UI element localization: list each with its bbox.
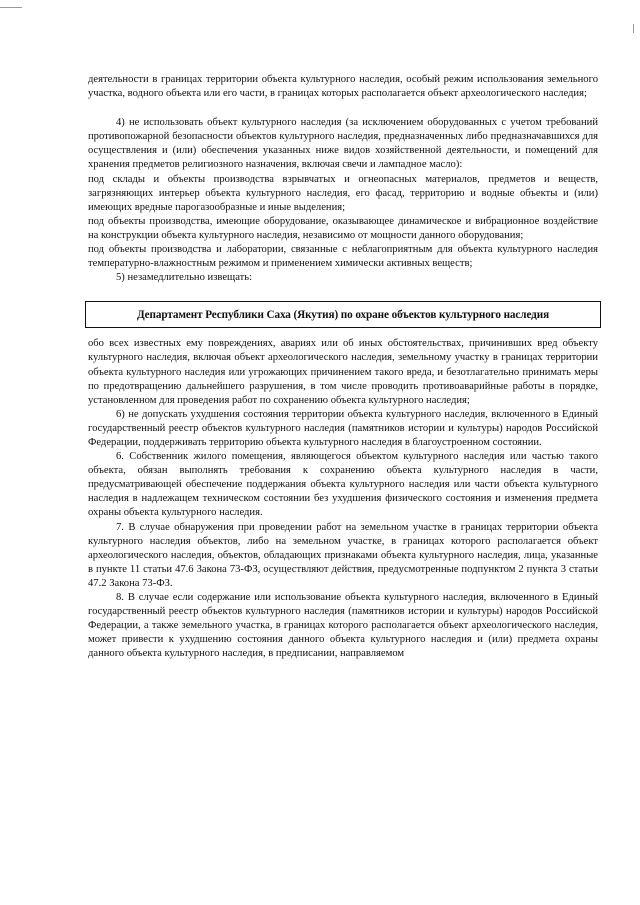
paragraph: 6) не допускать ухудшения состояния территории объекта культурного наследия, включенного в Единый государственный реестр объектов культурного наследия (памятников истории и культуры) народов Российской Федерации, поддерживать территорию объекта культурного наследия в благоустроенном состоянии. <box>88 408 598 448</box>
list-item-4-line: под объекты производства и лаборатории, связанные с неблагоприятным для объекта культурного наследия температурно-влажностным режимом и применением химически активных веществ; <box>88 244 598 270</box>
paragraph: 8. В случае если содержание или использование объекта культурного наследия, включенного в Единый государственный реестр объектов культурного наследия (памятников истории и культуры) народов Российской Федерации, а также земельного участка, в границах которого располагается объект археологического наследия, может привести к ухудшению состояния данного объекта культурного наследия и (или) предмета охраны данного объекта культурного наследия, в предписании, направляемом <box>88 592 598 660</box>
list-item-4-line: под объекты производства, имеющие оборудование, оказывающее динамическое и вибрационное воздействие на конструкции объекта культурного наследия, независимо от мощности данного оборудования; <box>88 215 598 241</box>
department-banner: Департамент Республики Саха (Якутия) по охране объектов культурного наследия <box>85 301 601 328</box>
paragraph: 7. В случае обнаружения при проведении работ на земельном участке в границах территории объекта культурного наследия объектов, либо на земельном участке, в границах которого располагается объект археологического наследия, объектов, обладающих признаками объекта культурного наследия, лица, указанные в пункте 11 статьи 47.6 Закона 73-ФЗ, осуществляют действия, предусмотренные подпунктом 2 пункта 3 статьи 47.2 Закона 73-ФЗ. <box>88 521 598 589</box>
list-item-4: 4) не использовать объект культурного наследия (за исключением оборудованных с учетом требований противопожарной безопасности объектов культурного наследия, предназначенных либо предназначавшихся для осуществления и (или) обеспечения указанных ниже видов хозяйственной деятельности, и помещений для хранения предметов религиозного назначения, включая свечи и лампадное масло): <box>88 117 598 171</box>
paragraph-continuation: деятельности в границах территории объекта культурного наследия, особый режим использования земельного участка, водного объекта или его части, в границах которых располагается объект археологического наследия; <box>88 74 598 100</box>
scan-edge-mark <box>633 24 634 33</box>
list-item-4-line: под склады и объекты производства взрывчатых и огнеопасных материалов, предметов и веществ, загрязняющих интерьер объекта культурного наследия, его фасад, территорию и водные объекты и (или) имеющих вредные парогазообразные и иные выделения; <box>88 173 598 213</box>
paragraph: обо всех известных ему повреждениях, авариях или об иных обстоятельствах, причинивших вред объекту культурного наследия, включая объект археологического наследия, земельному участку в границах территории объекта культурного наследия или угрожающих причинением такого вреда, и безотлагательно принимать меры по предотвращению дальнейшего разрушения, в том числе проводить противоаварийные работы в порядке, установленном для проведения работ по сохранению объекта культурного наследия; <box>88 338 598 406</box>
paragraph: 6. Собственник жилого помещения, являющегося объектом культурного наследия или частью такого объекта, обязан выполнять требования к сохранению объекта культурного наследия в части, предусматривающей обеспечение поддержания объекта культурного наследия или части объекта культурного наследия в надлежащем техническом состоянии без ухудшения физического состояния и изменения предмета охраны объекта культурного наследия. <box>88 451 598 519</box>
scan-edge-mark <box>0 7 22 8</box>
document-page <box>88 73 598 661</box>
list-item-5: 5) незамедлительно извещать: <box>116 272 253 284</box>
